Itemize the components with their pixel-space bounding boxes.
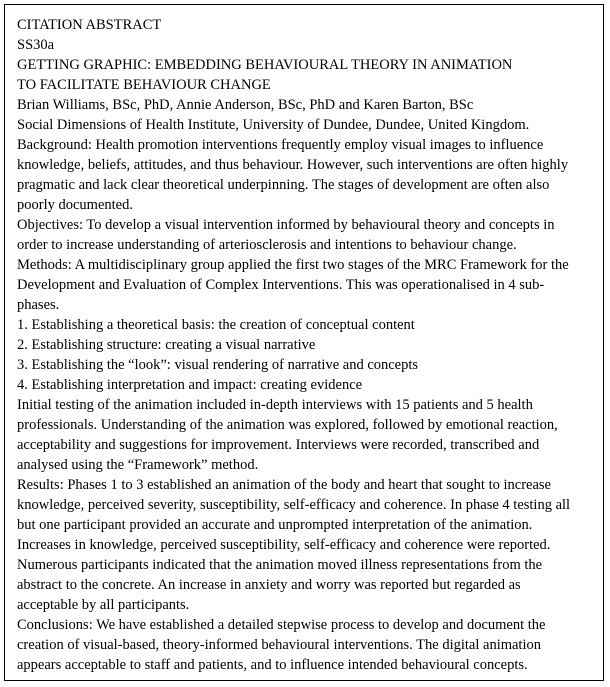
abstract-code: SS30a (17, 37, 55, 53)
methods-line: Development and Evaluation of Complex Interventions. This was operationalised in 4 sub- (17, 277, 545, 293)
background-section (17, 135, 595, 215)
methods-section (17, 255, 595, 315)
testing-line: Initial testing of the animation included in-depth interviews with 15 patients and 5 health (17, 397, 533, 413)
conclusions-line: Conclusions: We have established a detailed stepwise process to develop and document the (17, 617, 546, 633)
background-line: Background: Health promotion interventions frequently employ visual images to influence (17, 137, 544, 153)
phase-item: 4. Establishing interpretation and impact: creating evidence (17, 377, 363, 393)
testing-line: acceptability and suggestions for improvement. Interviews were recorded, transcribed and (17, 437, 540, 453)
results-line: Increases in knowledge, perceived susceptibility, self-efficacy and coherence were reported. (17, 537, 551, 553)
results-line: knowledge, perceived severity, susceptibility, self-efficacy and coherence. In phase 4 testing all (17, 497, 571, 513)
abstract-document (4, 4, 604, 681)
background-line: knowledge, beliefs, attitudes, and thus behaviour. However, such interventions are often highly (17, 157, 569, 173)
conclusions-section (17, 615, 595, 675)
authors: Brian Williams, BSc, PhD, Annie Anderson, BSc, PhD and Karen Barton, BSc (17, 97, 474, 113)
affiliation: Social Dimensions of Health Institute, University of Dundee, Dundee, United Kingdom. (17, 117, 530, 133)
results-line: Results: Phases 1 to 3 established an animation of the body and heart that sought to increase (17, 477, 551, 493)
testing-line: professionals. Understanding of the animation was explored, followed by emotional reaction, (17, 417, 558, 433)
document-label: CITATION ABSTRACT (17, 17, 162, 33)
objectives-section (17, 215, 595, 255)
phase-item: 1. Establishing a theoretical basis: the creation of conceptual content (17, 317, 415, 333)
results-line: but one participant provided an accurate and unprompted interpretation of the animation. (17, 517, 533, 533)
methods-line: Methods: A multidisciplinary group applied the first two stages of the MRC Framework for the (17, 257, 569, 273)
results-line: Numerous participants indicated that the animation moved illness representations from the (17, 557, 543, 573)
title-line: TO FACILITATE BEHAVIOUR CHANGE (17, 77, 271, 93)
results-line: abstract to the concrete. An increase in anxiety and worry was reported but regarded as (17, 577, 521, 593)
phase-item: 2. Establishing structure: creating a visual narrative (17, 337, 316, 353)
methods-line: phases. (17, 297, 60, 313)
title-line: GETTING GRAPHIC: EMBEDDING BEHAVIOURAL THEORY IN ANIMATION (17, 57, 513, 73)
objectives-line: order to increase understanding of arteriosclerosis and intentions to behaviour change. (17, 237, 517, 253)
background-line: pragmatic and lack clear theoretical underpinning. The stages of development are often also (17, 177, 550, 193)
objectives-line: Objectives: To develop a visual intervention informed by behavioural theory and concepts in (17, 217, 555, 233)
conclusions-line: creation of visual-based, theory-informed behavioural interventions. The digital animation (17, 637, 541, 653)
background-line: poorly documented. (17, 197, 133, 213)
results-line: acceptable by all participants. (17, 597, 190, 613)
testing-line: analysed using the “Framework” method. (17, 457, 259, 473)
abstract-title (17, 55, 595, 95)
phases-list (17, 315, 595, 395)
conclusions-line: appears acceptable to staff and patients, and to influence intended behavioural concepts. (17, 657, 528, 673)
testing-section (17, 395, 595, 475)
phase-item: 3. Establishing the “look”: visual rendering of narrative and concepts (17, 357, 419, 373)
results-section (17, 475, 595, 615)
